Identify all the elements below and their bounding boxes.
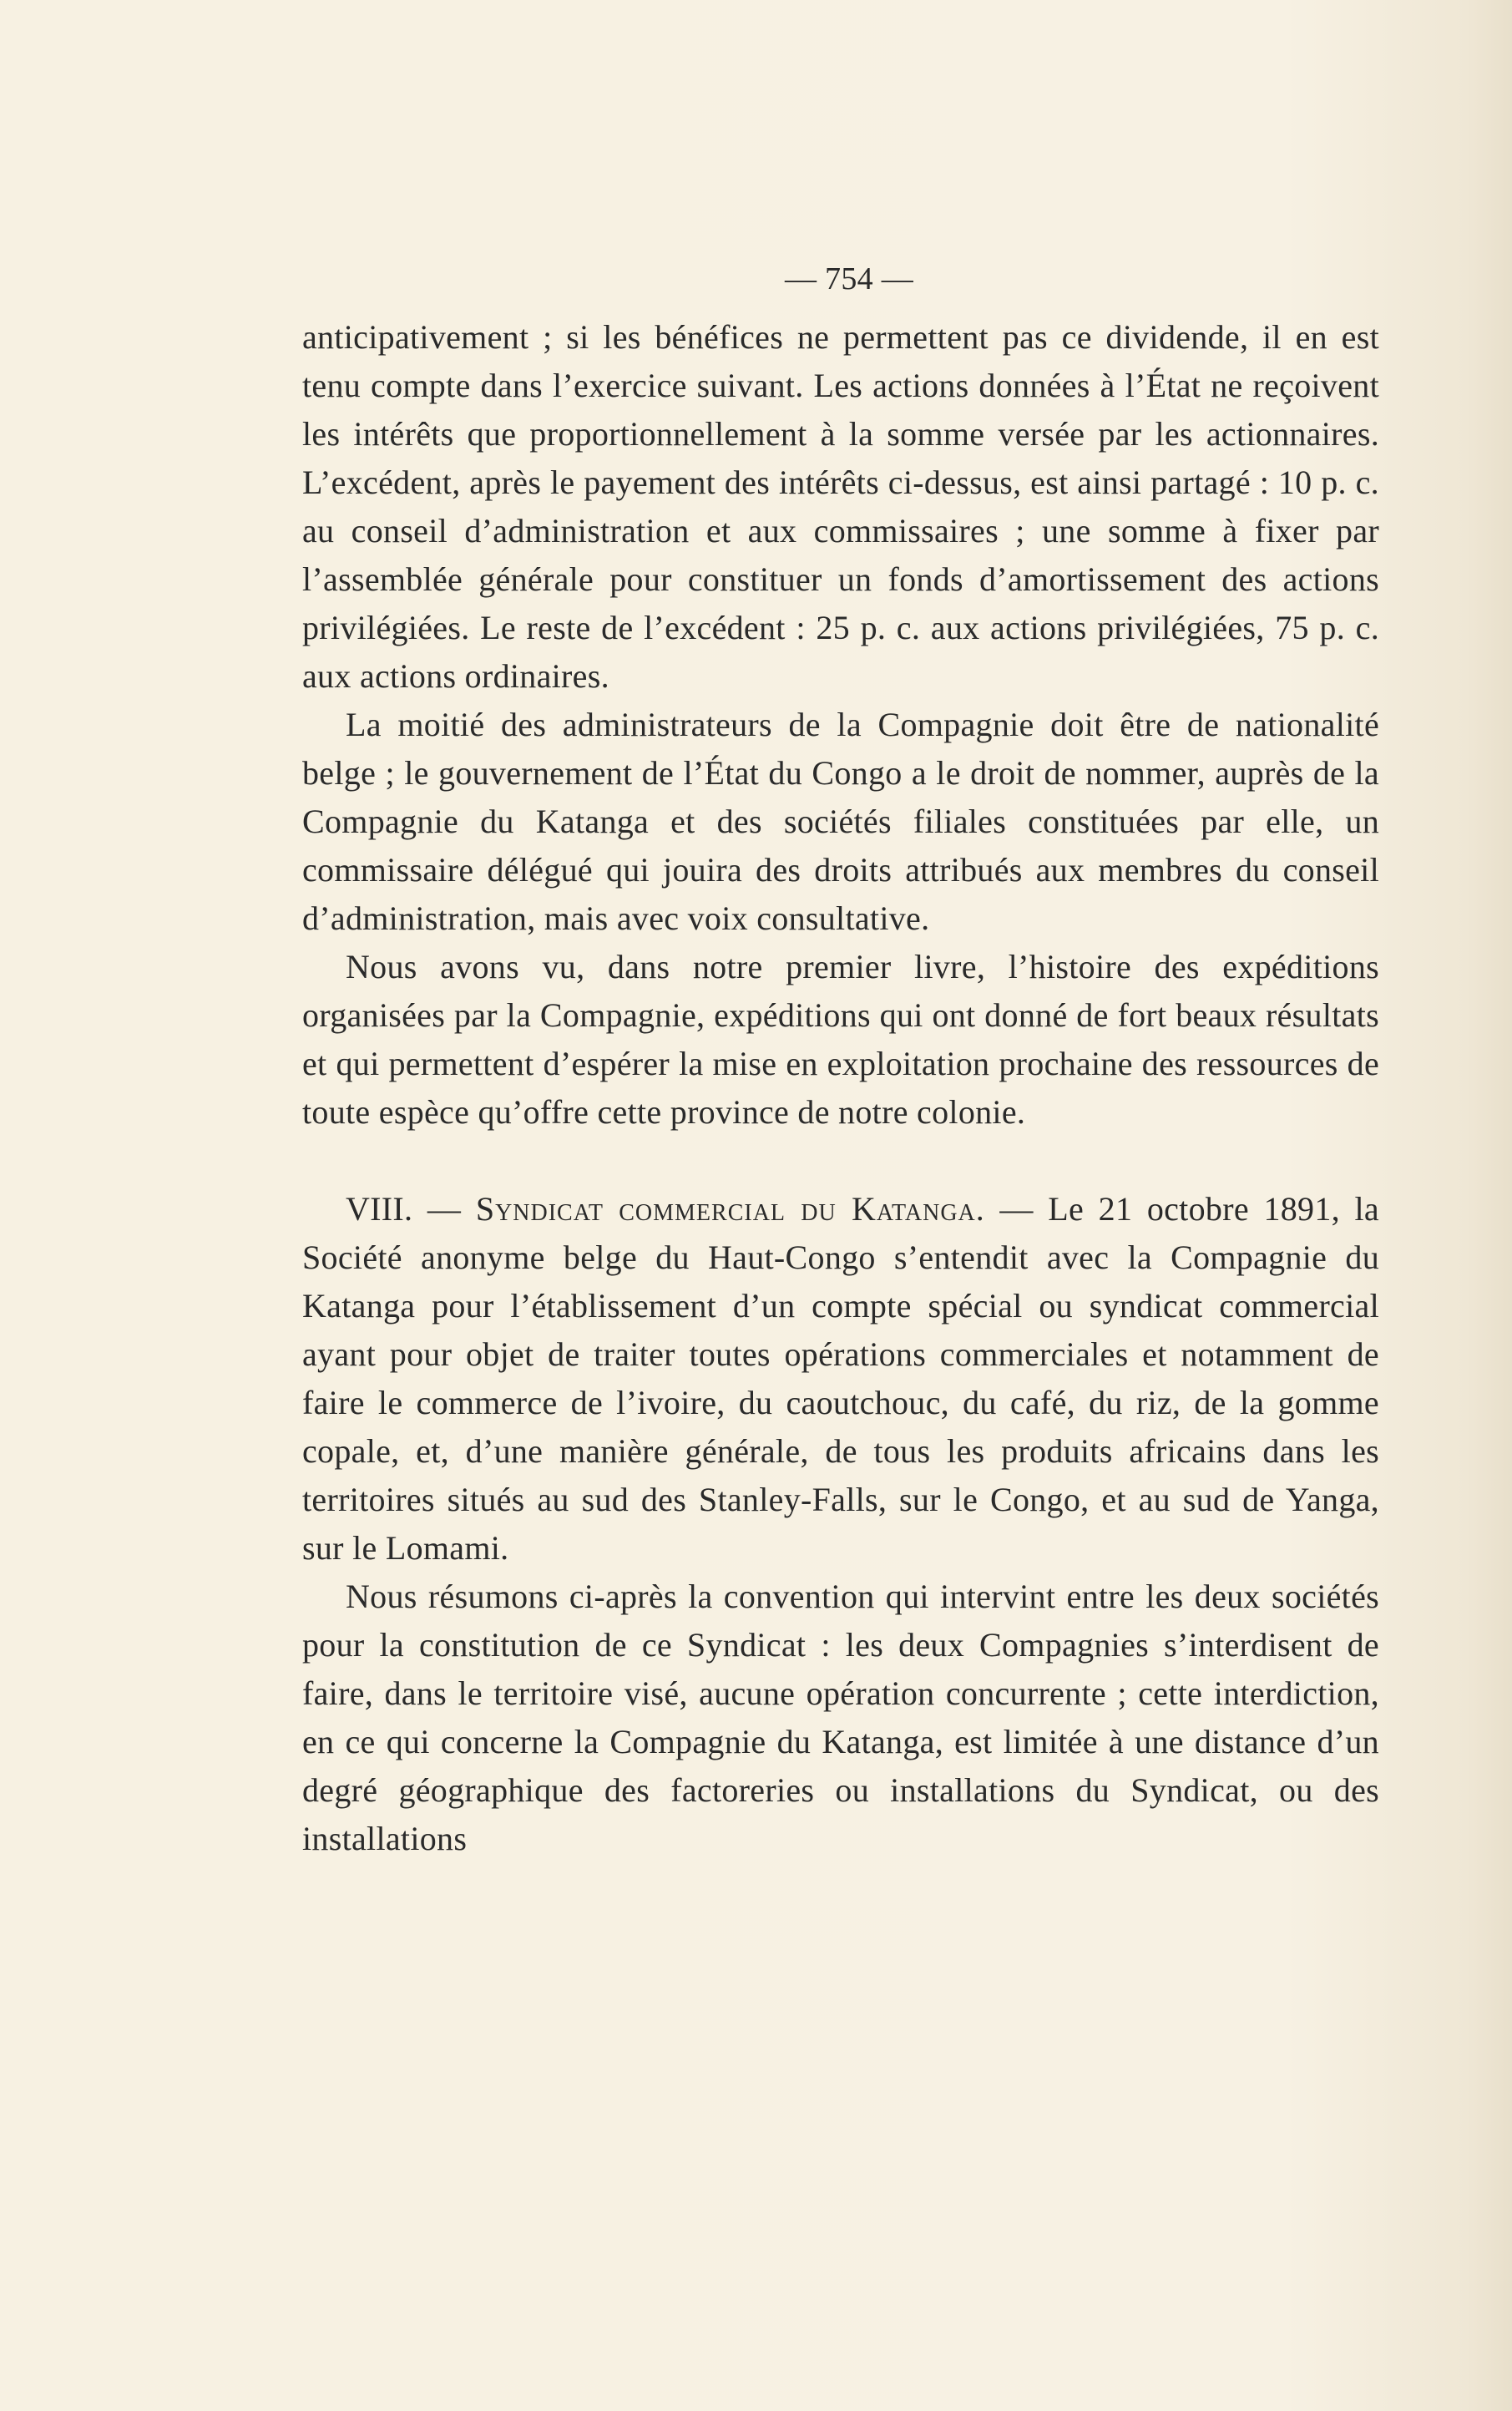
page-number: — 754 — (784, 261, 914, 296)
page-text (302, 255, 1379, 1863)
paragraph-expeditions: Nous avons vu, dans notre premier livre, l’histoire des expéditions organisées par la Compagnie, expéditions qui ont donné de fort beaux résultats et qui permettent d’espérer la mise en exploitation prochaine des ressources de toute espèce qu’offre cette province de notre colonie. (302, 948, 1379, 1131)
section-text: Le 21 octobre 1891, la Société anonyme belge du Haut-Congo s’entendit avec la Compagnie du Katanga pour l’établissement d’un compte spécial ou syndicat commercial ayant pour objet de traiter toutes opérations commerciales et notamment de faire le commerce de l’ivoire, du caoutchouc, du café, du riz, de la gomme copale, et, d’une manière générale, de tous les produits africains dans les territoires situés au sud des Stanley-Falls, sur le Congo, et au sud de Yanga, sur le Lomami. (302, 1190, 1379, 1567)
section-number: VIII. — (346, 1190, 462, 1228)
section-title: Syndicat commercial du Katanga. (475, 1190, 985, 1228)
section-dash: — (999, 1190, 1034, 1228)
paragraph-syndicat (302, 1185, 1379, 1573)
paragraph-dividend: anticipativement ; si les bénéfices ne permettent pas ce dividende, il en est tenu compte dans l’exercice suivant. Les actions données à l’État ne reçoivent les intérêts que proportionnellement à la somme versée par les actionnaires. L’excédent, après le payement des intérêts ci-dessus, est ainsi partagé : 10 p. c. au conseil d’administration et aux commissaires ; une somme à fixer par l’assemblée générale pour constituer un fonds d’amortissement des actions privilégiées. Le reste de l’excédent : 25 p. c. aux actions privilégiées, 75 p. c. aux actions ordinaires. (302, 318, 1379, 695)
paragraph-convention: Nous résumons ci-après la convention qui intervint entre les deux sociétés pour la constitution de ce Syndicat : les deux Compagnies s’interdisent de faire, dans le territoire visé, aucune opération concurrente ; cette interdiction, en ce qui concerne la Compagnie du Katanga, est limitée à une distance d’un degré géographique des factoreries ou installations du Syndicat, ou des installations (302, 1578, 1379, 1857)
paragraph-administrators: La moitié des administrateurs de la Compagnie doit être de nationalité belge ; le gouvernement de l’État du Congo a le droit de nommer, auprès de la Compagnie du Katanga et des sociétés filiales constituées par elle, un commissaire délégué qui jouira des droits attribués aux membres du conseil d’administration, mais avec voix consultative. (302, 706, 1379, 937)
